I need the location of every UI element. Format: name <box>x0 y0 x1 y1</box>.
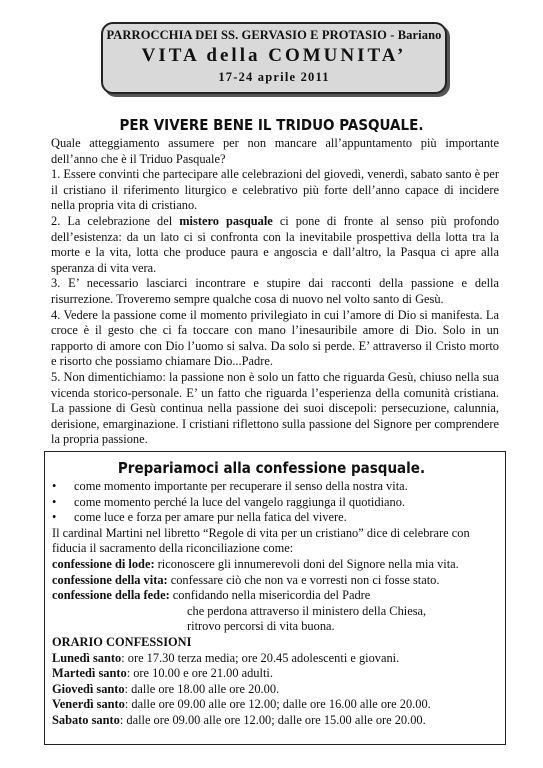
schedule-times: : ore 17.30 terza media; ore 20.45 adolescenti e giovani. <box>121 650 400 665</box>
list-item <box>52 510 500 526</box>
article1-point-1: 1. Essere convinti che partecipare alle celebrazioni del giovedì, venerdì, sabato santo è per il cristiano il riferimento liturgico e celebrativo più forte dell’anno capace di incidere nella propria vita di cristiano. <box>51 167 499 213</box>
bullet-icon: • <box>52 479 57 493</box>
schedule-day: Sabato santo <box>52 712 120 727</box>
article1-point-5: 5. Non dimentichiamo: la passione non è solo un fatto che riguarda Gesù, chiuso nella sua vicenda storico-personale. E’ un fatto che riguarda l’esperienza della comunità cristiana. La passione di Gesù continua nella passione dei suoi discepoli: persecuzione, calunnia, derisione, emarginazione. I cristiani riflettono sulla passione del Signore per comprendere la propria passione. <box>51 369 499 447</box>
bullet-icon: • <box>52 510 57 525</box>
confession-fede <box>52 588 500 604</box>
schedule-day: Giovedì santo <box>52 681 125 696</box>
schedule-times: : dalle ore 18.00 alle ore 20.00. <box>124 681 280 696</box>
newsletter-title: VITA della COMUNITA’ <box>141 45 407 66</box>
vita-label: confessione della vita: <box>52 572 168 587</box>
bullet-text: come momento perché la luce del vangelo raggiunga il quotidiano. <box>74 494 405 509</box>
fede-line-2: che perdona attraverso il ministero della Chiesa, <box>187 603 427 618</box>
confession-vita <box>52 573 500 589</box>
confession-lode <box>52 557 500 573</box>
schedule-row <box>52 697 500 713</box>
article1-intro: Quale atteggiamento assumere per non mancare all’appuntamento più importante dell’anno che è il Triduo Pasquale? <box>51 136 499 166</box>
schedule-times: : ore 10.00 e ore 21.00 adulti. <box>126 666 273 681</box>
lode-text: riconoscere gli innumerevoli doni del Signore nella mia vita. <box>154 556 459 571</box>
article1-body <box>51 136 499 448</box>
schedule-times: : dalle ore 09.00 alle ore 12.00; dalle ore 16.00 alle ore 20.00. <box>124 697 431 712</box>
lode-label: confessione di lode: <box>52 556 155 571</box>
schedule-times: : dalle ore 09.00 alle ore 12.00; dalle ore 15.00 alle ore 20.00. <box>119 712 426 727</box>
vita-text: confessare ciò che non va e vorresti non ci fosse stato. <box>167 572 440 587</box>
bullet-text: come luce e forza per amare pur nella fatica del vivere. <box>74 510 347 525</box>
fede-label: confessione della fede: <box>52 588 170 603</box>
fede-text: confidando nella misericordia del Padre <box>169 588 371 603</box>
list-item <box>52 479 500 495</box>
article1-point-3: 3. E’ necessario lasciarci incontrare e stupire dai racconti della passione e della risurrezione. Troveremo sempre qualche cosa di nuovo nel volto santo di Gesù. <box>51 276 499 306</box>
schedule-row <box>52 651 500 667</box>
schedule-row <box>52 682 500 698</box>
newsletter-dates: 17-24 aprile 2011 <box>218 70 330 84</box>
point2-text-a: 2. La celebrazione del <box>51 213 180 228</box>
bullet-icon: • <box>52 494 57 509</box>
schedule-day: Lunedì santo <box>52 650 122 665</box>
article1-title: PER VIVERE BENE IL TRIDUO PASQUALE. <box>119 116 424 134</box>
parish-name: PARROCCHIA DEI SS. GERVASIO E PROTASIO - Bariano <box>106 28 442 42</box>
fede-line-3: ritrovo percorsi di vita buona. <box>187 619 335 634</box>
schedule-row <box>52 713 500 729</box>
header-box <box>101 22 447 94</box>
schedule-row <box>52 666 500 682</box>
bullet-text: come momento importante per recuperare il senso della nostra vita. <box>74 479 408 493</box>
schedule-day: Venerdì santo <box>52 697 125 712</box>
article2-body <box>52 479 500 729</box>
schedule-title: ORARIO CONFESSIONI <box>52 634 192 649</box>
point2-bold: mistero pasquale <box>179 213 273 228</box>
article1-point-4: 4. Vedere la passione come il momento privilegiato in cui l’amore di Dio si manifesta. La croce è il gesto che ci fa toccare con mano l’inesauribile amore di Dio. Solo in un rapporto di amore con Dio l’uomo si salva. Da solo si perde. E’ attraverso il Cristo morto e risorto che possiamo chiamare Dio...Padre. <box>51 307 499 369</box>
list-item <box>52 495 500 511</box>
martini-intro: Il cardinal Martini nel libretto “Regole di vita per un cristiano” dice di celebrare con fiducia il sacramento della riconciliazione come: <box>52 525 470 556</box>
point2-text-b: ci pone di fronte al senso più profondo dell’esistenza: da un lato ci si confronta con la inevitabile prospettiva della lotta tra la morte e la vita, lotta che produce paura e angoscia e dall’altro, la Pasqua ci apre alla speranza di vita vera. <box>51 213 500 275</box>
article1-point-2 <box>51 214 499 276</box>
schedule-day: Martedì santo <box>52 666 127 681</box>
article2-title: Prepariamoci alla confessione pasquale. <box>117 459 426 477</box>
